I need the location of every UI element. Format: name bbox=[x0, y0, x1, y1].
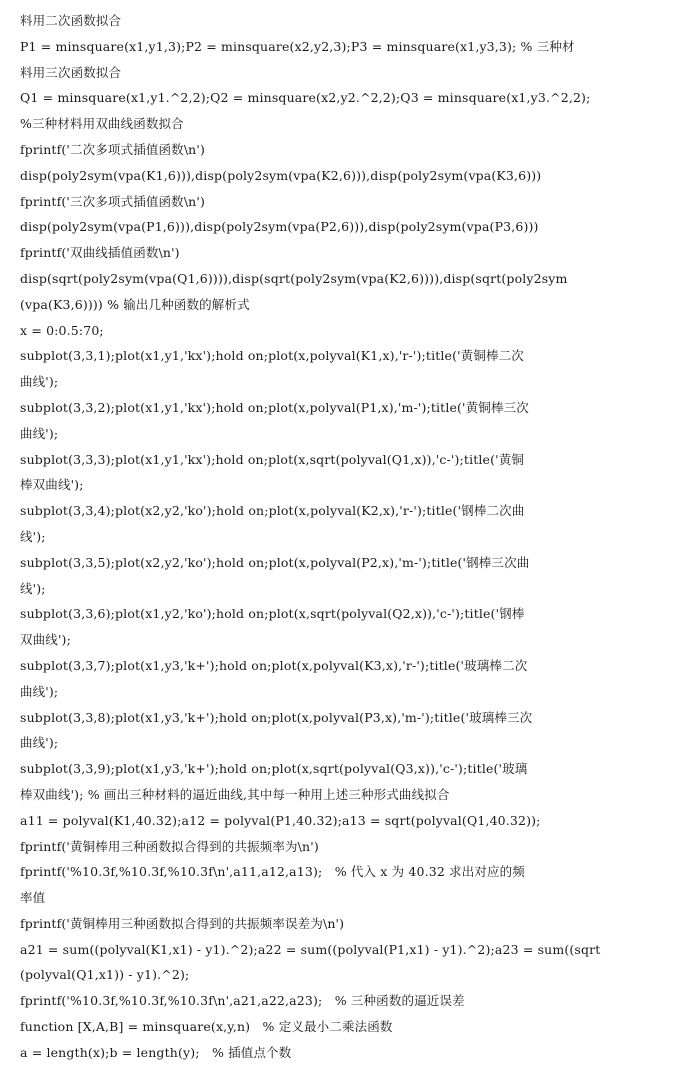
code-line: 双曲线'); bbox=[20, 632, 71, 648]
code-line: 曲线'); bbox=[20, 735, 59, 751]
code-line: disp(poly2sym(vpa(K1,6))),disp(poly2sym(vpa(K2,6))),disp(poly2sym(vpa(K3,6))) bbox=[20, 167, 542, 183]
code-line: fprintf('%10.3f,%10.3f,%10.3f\n',a21,a22,a23); % 三种函数的逼近误差 bbox=[20, 993, 465, 1009]
code-line: fprintf('黄铜棒用三种函数拟合得到的共振频率为\n') bbox=[20, 838, 319, 854]
code-line: subplot(3,3,8);plot(x1,y3,'k+');hold on;plot(x,polyval(P3,x),'m-');title('玻璃棒三次 bbox=[20, 709, 533, 725]
code-line: subplot(3,3,6);plot(x1,y2,'ko');hold on;plot(x,sqrt(polyval(Q2,x)),'c-');title('钢棒 bbox=[20, 606, 525, 622]
code-line: fprintf('黄铜棒用三种函数拟合得到的共振频率误差为\n') bbox=[20, 915, 345, 931]
code-listing bbox=[20, 8, 660, 1066]
code-line: Q1 = minsquare(x1,y1.^2,2);Q2 = minsquare(x2,y2.^2,2);Q3 = minsquare(x1,y3.^2,2); bbox=[20, 90, 591, 106]
code-line: 料用二次函数拟合 bbox=[20, 13, 122, 28]
code-line: function [X,A,B] = minsquare(x,y,n) % 定义最小二乘法函数 bbox=[20, 1019, 393, 1035]
code-line: %三种材料用双曲线函数拟合 bbox=[20, 116, 184, 132]
code-line: fprintf('%10.3f,%10.3f,%10.3f\n',a11,a12,a13); % 代入 x 为 40.32 求出对应的频 bbox=[20, 864, 525, 880]
code-line: subplot(3,3,4);plot(x2,y2,'ko');hold on;plot(x,polyval(K2,x),'r-');title('钢棒二次曲 bbox=[20, 503, 525, 519]
code-line: subplot(3,3,9);plot(x1,y3,'k+');hold on;plot(x,sqrt(polyval(Q3,x)),'c-');title('玻璃 bbox=[20, 761, 528, 777]
code-line: a21 = sum((polyval(K1,x1) - y1).^2);a22 = sum((polyval(P1,x1) - y1).^2);a23 = sum((sqrt bbox=[20, 941, 601, 957]
code-line: a11 = polyval(K1,40.32);a12 = polyval(P1,40.32);a13 = sqrt(polyval(Q1,40.32)); bbox=[20, 812, 541, 828]
code-line: disp(poly2sym(vpa(P1,6))),disp(poly2sym(vpa(P2,6))),disp(poly2sym(vpa(P3,6))) bbox=[20, 219, 539, 235]
code-line: 棒双曲线'); % 画出三种材料的逼近曲线,其中每一种用上述三种形式曲线拟合 bbox=[20, 786, 450, 802]
code-line: (vpa(K3,6)))) % 输出几种函数的解析式 bbox=[20, 296, 250, 312]
code-line: 棒双曲线'); bbox=[20, 477, 84, 493]
code-line: (polyval(Q1,x1)) - y1).^2); bbox=[20, 967, 190, 983]
code-line: 率值 bbox=[20, 890, 46, 906]
code-line: 线'); bbox=[20, 580, 46, 596]
code-line: 曲线'); bbox=[20, 683, 59, 699]
code-line: P1 = minsquare(x1,y1,3);P2 = minsquare(x2,y2,3);P3 = minsquare(x1,y3,3); % 三种材 bbox=[20, 38, 575, 54]
code-line: subplot(3,3,3);plot(x1,y1,'kx');hold on;plot(x,sqrt(polyval(Q1,x)),'c-');title('黄铜 bbox=[20, 451, 524, 467]
code-line: subplot(3,3,7);plot(x1,y3,'k+');hold on;plot(x,polyval(K3,x),'r-');title('玻璃棒二次 bbox=[20, 657, 528, 673]
code-line: 曲线'); bbox=[20, 374, 59, 390]
code-line: 线'); bbox=[20, 528, 46, 544]
code-line: subplot(3,3,2);plot(x1,y1,'kx');hold on;plot(x,polyval(P1,x),'m-');title('黄铜棒三次 bbox=[20, 399, 529, 415]
code-line: fprintf('双曲线插值函数\n') bbox=[20, 245, 180, 261]
code-line: disp(sqrt(poly2sym(vpa(Q1,6)))),disp(sqrt(poly2sym(vpa(K2,6)))),disp(sqrt(poly2sym bbox=[20, 270, 568, 286]
code-line: subplot(3,3,5);plot(x2,y2,'ko');hold on;plot(x,polyval(P2,x),'m-');title('钢棒三次曲 bbox=[20, 554, 530, 570]
code-line: fprintf('二次多项式插值函数\n') bbox=[20, 141, 205, 157]
code-line: 曲线'); bbox=[20, 425, 59, 441]
code-line: x = 0:0.5:70; bbox=[20, 322, 104, 338]
code-line: subplot(3,3,1);plot(x1,y1,'kx');hold on;plot(x,polyval(K1,x),'r-');title('黄铜棒二次 bbox=[20, 348, 524, 364]
code-line: a = length(x);b = length(y); % 插值点个数 bbox=[20, 1044, 292, 1060]
code-line: 料用三次函数拟合 bbox=[20, 64, 122, 80]
code-line: fprintf('三次多项式插值函数\n') bbox=[20, 193, 205, 209]
